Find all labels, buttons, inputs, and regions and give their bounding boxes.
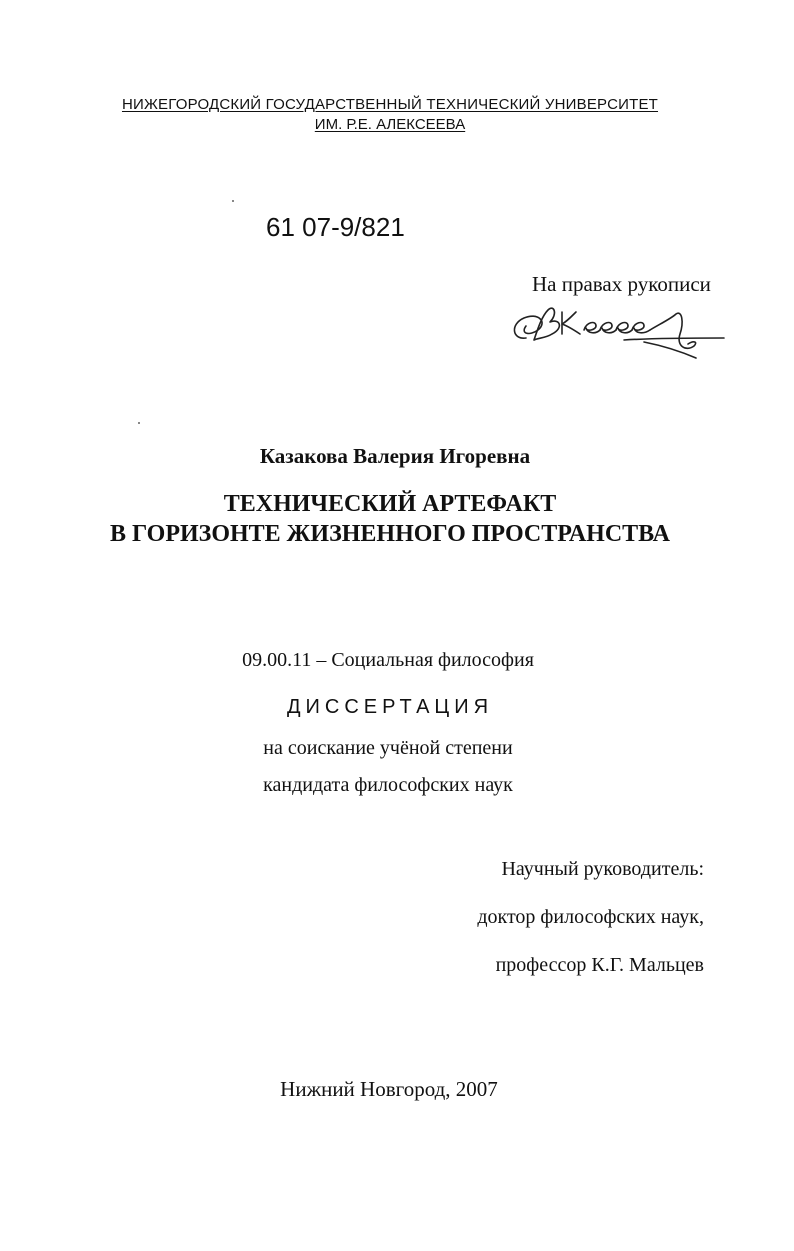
catalog-code: 61 07-9/821	[266, 212, 405, 242]
degree-line2: кандидата философских наук	[263, 774, 513, 796]
scan-speck	[232, 200, 234, 202]
city-year: Нижний Новгород, 2007	[280, 1077, 498, 1101]
dissertation-title-line1: ТЕХНИЧЕСКИЙ АРТЕФАКТ	[223, 491, 557, 517]
university-name-line2: ИМ. Р.Е. АЛЕКСЕЕВА	[314, 116, 466, 133]
document-type: ДИССЕРТАЦИЯ	[286, 696, 494, 718]
handwritten-signature-icon	[504, 300, 734, 370]
supervisor-label: Научный руководитель:	[501, 858, 704, 880]
rights-note: На правах рукописи	[532, 272, 711, 296]
dissertation-title-line2: В ГОРИЗОНТЕ ЖИЗНЕННОГО ПРОСТРАНСТВА	[109, 521, 671, 547]
supervisor-name: профессор К.Г. Мальцев	[495, 954, 704, 976]
author-name: Казакова Валерия Игоревна	[259, 444, 531, 468]
degree-line1: на соискание учёной степени	[263, 737, 513, 759]
university-name-line1: НИЖЕГОРОДСКИЙ ГОСУДАРСТВЕННЫЙ ТЕХНИЧЕСКИЙ УНИВЕРСИТЕТ	[121, 96, 659, 113]
supervisor-degree: доктор философских наук,	[477, 906, 704, 928]
specialty-code: 09.00.11 – Социальная философия	[242, 649, 534, 671]
scan-speck	[138, 422, 140, 424]
